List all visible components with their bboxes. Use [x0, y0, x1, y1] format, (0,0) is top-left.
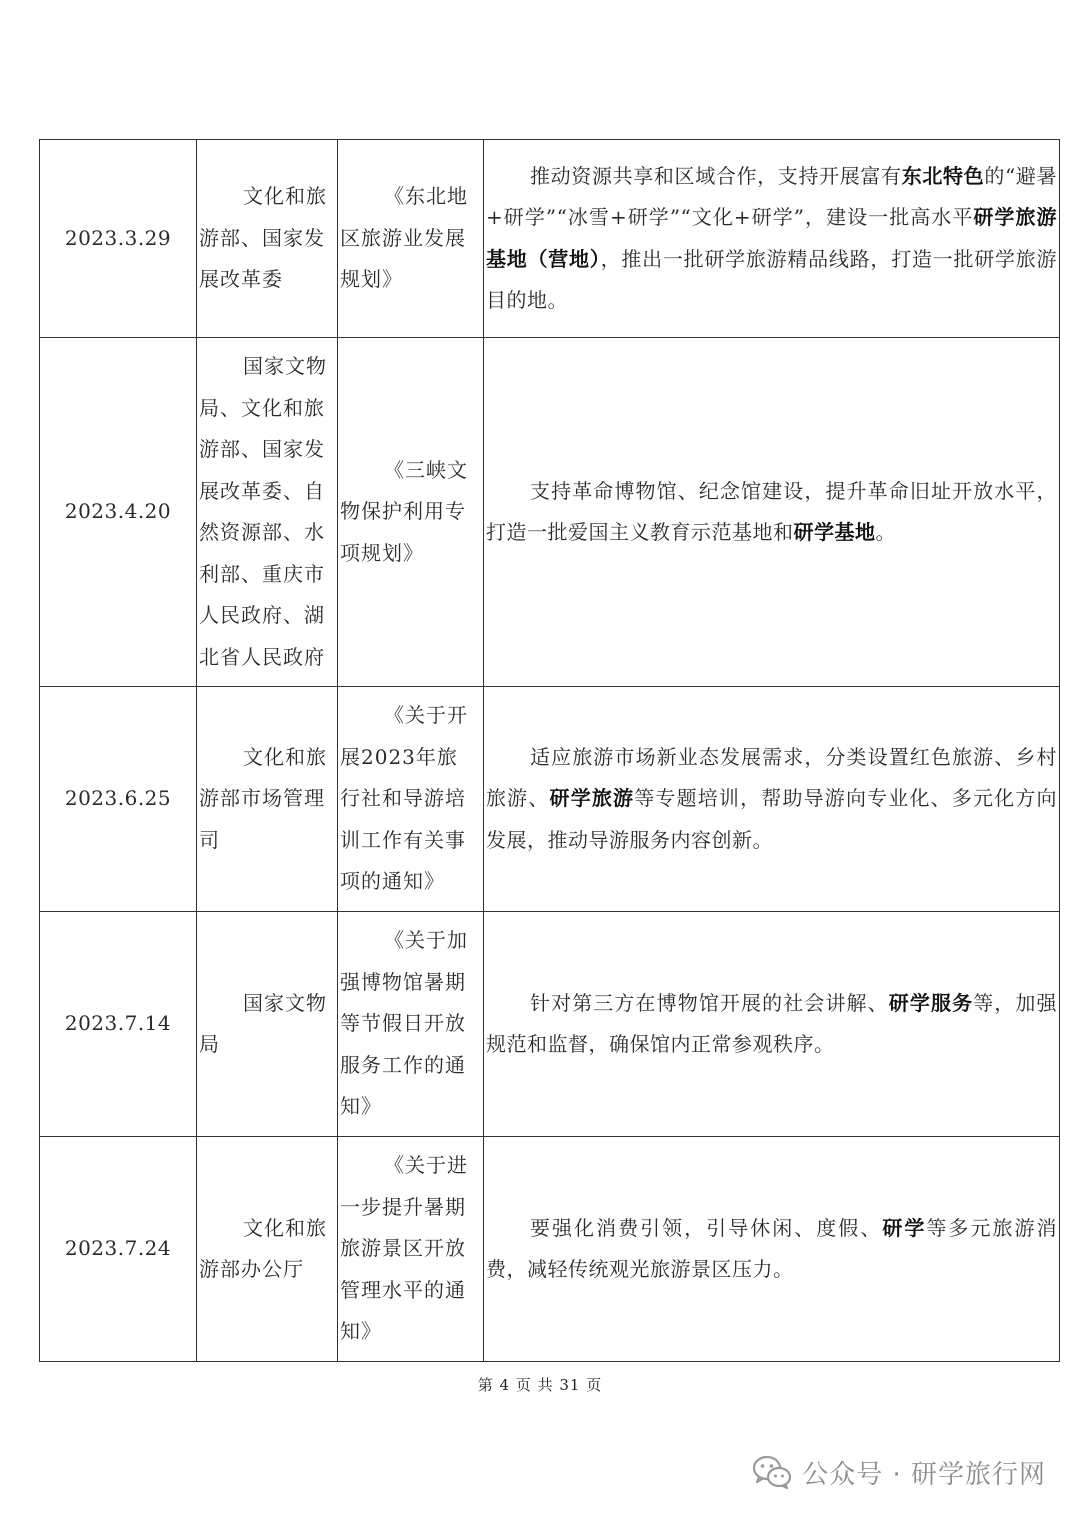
department-cell: 文化和旅游部市场管理司	[197, 687, 338, 912]
content-text: 推动资源共享和区域合作，支持开展富有	[530, 163, 902, 188]
department-cell: 国家文物局	[197, 912, 338, 1137]
document-title-cell: 《三峡文物保护利用专项规划》	[338, 338, 484, 687]
content-highlight: 研学服务	[888, 990, 974, 1015]
page-number: 第 4 页 共 31 页	[477, 1376, 603, 1394]
department-cell: 国家文物局、文化和旅游部、国家发展改革委、自然资源部、水利部、重庆市人民政府、湖北省人民政府	[197, 338, 338, 687]
policy-table	[39, 139, 1060, 1362]
content-cell	[484, 140, 1060, 338]
content-highlight: 研学旅游	[549, 786, 635, 811]
content-highlight: 研学基地	[793, 520, 876, 544]
content-text: ，推出一批研学旅游精品线路，打造一批研学旅游目的地。	[486, 246, 1058, 312]
date-cell: 2023.4.20	[40, 338, 197, 687]
table-row	[40, 140, 1060, 338]
content-text: 等专题培训，帮助导游向专业化、多元化方向发展，推动导游服务内容创新。	[486, 786, 1058, 852]
date-cell: 2023.6.25	[40, 687, 197, 912]
content-cell	[484, 1137, 1060, 1362]
content-text: 要强化消费引领，引导休闲、度假、	[530, 1215, 883, 1240]
document-title-cell: 《关于开展2023年旅行社和导游培训工作有关事项的通知》	[338, 687, 484, 912]
date-cell: 2023.7.24	[40, 1137, 197, 1362]
content-text: 的“避暑+研学”“冰雪+研学”“文化+研学”，建设一批高水平	[486, 163, 1058, 229]
document-title-cell: 《东北地区旅游业发展规划》	[338, 140, 484, 338]
content-highlight: 研学旅游基地（营地）	[486, 205, 1057, 271]
content-text: 针对第三方在博物馆开展的社会讲解、	[530, 990, 889, 1015]
table-row	[40, 912, 1060, 1137]
content-cell	[484, 687, 1060, 912]
content-text: 等多元旅游消费，减轻传统观光旅游景区压力。	[486, 1215, 1058, 1281]
content-cell	[484, 912, 1060, 1137]
content-text: 。	[875, 520, 896, 544]
document-title-cell: 《关于加强博物馆暑期等节假日开放服务工作的通知》	[338, 912, 484, 1137]
table-row	[40, 338, 1060, 687]
content-cell	[484, 338, 1060, 687]
document-title-cell: 《关于进一步提升暑期旅游景区开放管理水平的通知》	[338, 1137, 484, 1362]
table-row	[40, 687, 1060, 912]
date-cell: 2023.3.29	[40, 140, 197, 338]
date-cell: 2023.7.14	[40, 912, 197, 1137]
content-text: 支持革命博物馆、纪念馆建设，提升革命旧址开放水平，打造一批爱国主义教育示范基地和	[486, 478, 1057, 544]
content-text: 适应旅游市场新业态发展需求，分类设置红色旅游、乡村旅游、	[486, 744, 1057, 811]
content-highlight: 研学	[882, 1215, 927, 1240]
content-text: 等，加强规范和监督，确保馆内正常参观秩序。	[486, 990, 1058, 1056]
watermark	[752, 1452, 1046, 1492]
department-cell: 文化和旅游部办公厅	[197, 1137, 338, 1362]
table-row	[40, 1137, 1060, 1362]
department-cell: 文化和旅游部、国家发展改革委	[197, 140, 338, 338]
watermark-text: 公众号 · 研学旅行网	[802, 1459, 1046, 1490]
wechat-icon	[752, 1455, 792, 1489]
content-highlight: 东北特色	[901, 163, 985, 188]
